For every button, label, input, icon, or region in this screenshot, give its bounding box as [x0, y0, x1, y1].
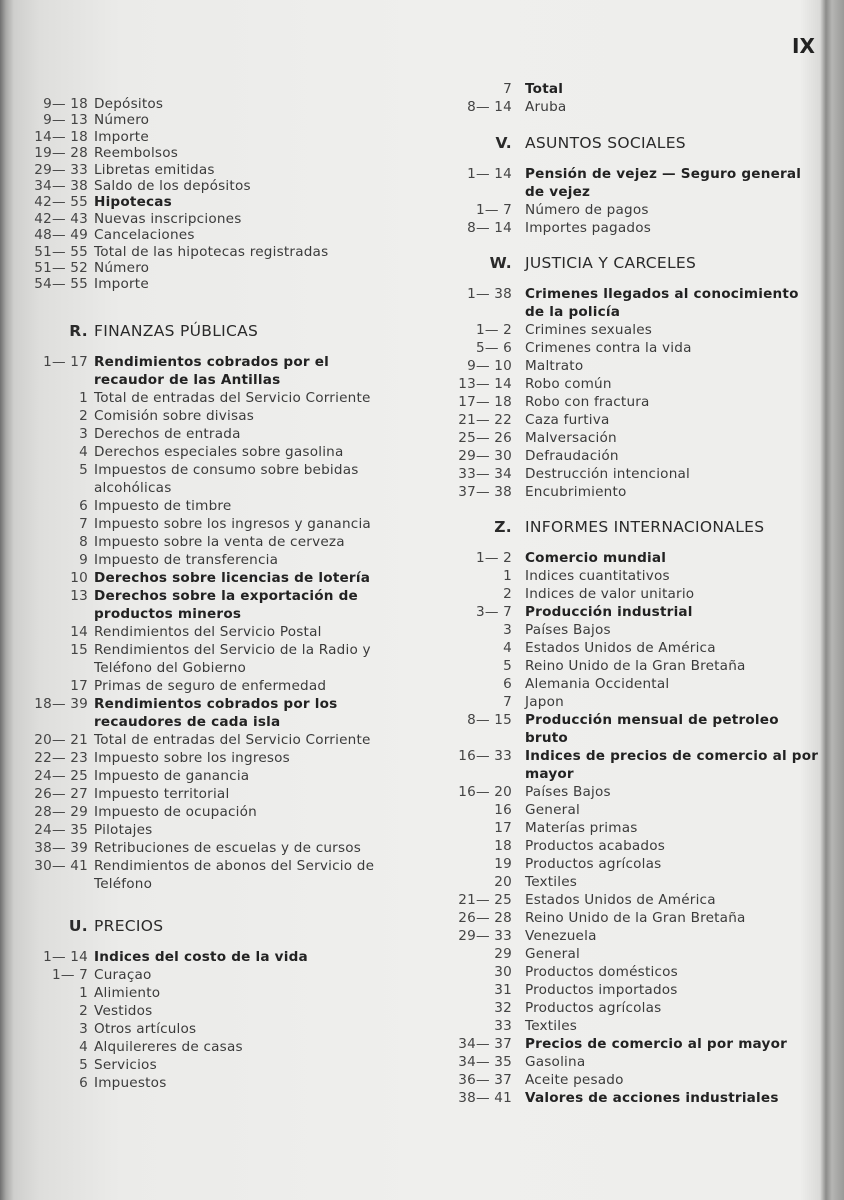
list-item: [440, 693, 821, 711]
section-z: [440, 517, 821, 1107]
list-item: [28, 948, 386, 966]
item-title: Impuesto de ganancia: [94, 768, 250, 784]
item-number: 4: [79, 444, 88, 460]
list-item: [440, 1053, 821, 1071]
section-heading: [28, 321, 386, 341]
item-number: 1— 2: [475, 322, 512, 338]
section-w: [440, 253, 821, 501]
list-item: [440, 585, 821, 603]
section-heading: [28, 916, 386, 936]
list-item: [440, 981, 821, 999]
item-title: Número: [94, 260, 150, 277]
item-number: 51— 52: [34, 260, 88, 277]
item-number: 29: [494, 946, 512, 962]
item-number: 32: [494, 1000, 512, 1016]
item-number: 7: [503, 81, 512, 97]
item-number: 21— 25: [458, 892, 512, 908]
section-title: PRECIOS: [94, 917, 164, 935]
section-title: ASUNTOS SOCIALES: [525, 134, 686, 152]
section-letter: Z.: [494, 518, 512, 536]
item-title: Alemania Occidental: [525, 676, 670, 692]
list-item: [28, 785, 386, 803]
list-item: [28, 353, 386, 389]
item-number: 8: [79, 534, 88, 550]
item-number: 3: [79, 426, 88, 442]
item-number: 9— 13: [43, 112, 88, 129]
item-number: 34— 38: [34, 178, 88, 195]
item-title: Rendimientos del Servicio de la Radio y Teléfono del Gobierno: [94, 642, 371, 676]
item-title: Impuesto de ocupación: [94, 804, 257, 820]
item-number: 7: [503, 694, 512, 710]
item-title: Impuesto de timbre: [94, 498, 232, 514]
item-title: Estados Unidos de América: [525, 640, 716, 656]
item-title: Aceite pesado: [525, 1072, 624, 1088]
item-title: Alimiento: [94, 985, 161, 1001]
item-number: 20: [494, 874, 512, 890]
item-number: 1— 38: [467, 286, 512, 302]
item-title: Indices cuantitativos: [525, 568, 670, 584]
item-title: Número: [94, 112, 150, 129]
list-item: [440, 783, 821, 801]
section-letter: R.: [69, 322, 88, 340]
list-item: [28, 162, 386, 178]
item-number: 34— 37: [458, 1036, 512, 1052]
item-title: Comercio mundial: [525, 550, 667, 566]
list-item: [28, 695, 386, 731]
item-title: Derechos sobre licencias de lotería: [94, 570, 371, 586]
list-item: [440, 819, 821, 837]
list-item: [28, 839, 386, 857]
section-heading: [440, 253, 821, 273]
section-entries: [28, 948, 386, 1092]
list-item: [440, 837, 821, 855]
list-item: [440, 909, 821, 927]
list-item: [440, 603, 821, 621]
list-item: [28, 984, 386, 1002]
list-item: [28, 677, 386, 695]
item-title: Impuestos: [94, 1075, 167, 1091]
item-title: Curaçao: [94, 967, 152, 983]
list-item: [440, 339, 821, 357]
item-number: 33: [494, 1018, 512, 1034]
item-number: 25— 26: [458, 430, 512, 446]
list-item: [440, 285, 821, 321]
section-letter: W.: [489, 254, 512, 272]
list-item: [440, 963, 821, 981]
section-title: INFORMES INTERNACIONALES: [525, 518, 765, 536]
list-item: [28, 461, 386, 497]
list-item: [28, 276, 386, 292]
item-title: Rendimientos cobrados por los recaudores de cada isla: [94, 696, 338, 730]
item-number: 1— 14: [43, 949, 88, 965]
right-top-list: [440, 80, 821, 116]
list-item: [440, 1089, 821, 1107]
section-entries: [28, 353, 386, 893]
item-number: 19: [494, 856, 512, 872]
list-item: [440, 1035, 821, 1053]
list-item: [440, 945, 821, 963]
item-title: Materías primas: [525, 820, 638, 836]
item-title: Pilotajes: [94, 822, 153, 838]
list-item: [440, 657, 821, 675]
item-number: 6: [79, 498, 88, 514]
section-letter: V.: [495, 134, 512, 152]
item-number: 26— 27: [34, 786, 88, 802]
item-number: 5: [503, 658, 512, 674]
list-item: [28, 515, 386, 533]
item-number: 48— 49: [34, 227, 88, 244]
item-title: Destrucción intencional: [525, 466, 691, 482]
list-item: [28, 260, 386, 276]
section-entries: [440, 165, 821, 237]
item-title: Saldo de los depósitos: [94, 178, 251, 195]
list-item: [28, 623, 386, 641]
item-number: 5: [79, 1057, 88, 1073]
item-number: 17: [494, 820, 512, 836]
item-title: Servicios: [94, 1057, 157, 1073]
item-number: 3— 7: [475, 604, 512, 620]
item-title: Producción industrial: [525, 604, 693, 620]
item-number: 38— 39: [34, 840, 88, 856]
item-title: Productos acabados: [525, 838, 666, 854]
list-item: [440, 375, 821, 393]
item-number: 15: [70, 642, 88, 658]
section-u: [28, 916, 386, 1092]
item-title: Derechos sobre la exportación de productos mineros: [94, 588, 358, 622]
list-item: [28, 244, 386, 260]
item-number: 9— 18: [43, 96, 88, 112]
item-title: Productos importados: [525, 982, 678, 998]
list-item: [28, 112, 386, 128]
item-title: Gasolina: [525, 1054, 586, 1070]
item-title: Reino Unido de la Gran Bretaña: [525, 658, 746, 674]
list-item: [28, 857, 386, 893]
item-title: Impuesto sobre los ingresos y ganancia: [94, 516, 371, 532]
list-item: [440, 98, 821, 116]
item-title: Importe: [94, 276, 149, 293]
list-item: [440, 711, 821, 747]
list-item: [28, 145, 386, 161]
item-number: 8— 14: [467, 220, 512, 236]
list-item: [440, 1071, 821, 1089]
list-item: [28, 129, 386, 145]
list-item: [28, 569, 386, 587]
item-number: 17— 18: [458, 394, 512, 410]
item-title: Países Bajos: [525, 784, 611, 800]
section-r: [28, 321, 386, 893]
list-item: [440, 999, 821, 1017]
list-item: [28, 227, 386, 243]
item-title: Impuesto territorial: [94, 786, 230, 802]
item-number: 19— 28: [34, 145, 88, 162]
item-number: 4: [503, 640, 512, 656]
item-number: 34— 35: [458, 1054, 512, 1070]
item-number: 16— 20: [458, 784, 512, 800]
item-title: Caza furtiva: [525, 412, 610, 428]
list-item: [28, 178, 386, 194]
item-number: 1: [79, 390, 88, 406]
item-title: Textiles: [525, 874, 578, 890]
item-title: Vestidos: [94, 1003, 153, 1019]
list-item: [28, 1002, 386, 1020]
list-item: [440, 639, 821, 657]
list-item: [440, 465, 821, 483]
item-number: 42— 55: [34, 194, 88, 211]
item-title: General: [525, 802, 580, 818]
item-number: 14— 18: [34, 128, 88, 145]
item-number: 14: [70, 624, 88, 640]
list-item: [440, 165, 821, 201]
item-title: Pensión de vejez — Seguro general de vejez: [525, 166, 802, 200]
list-item: [28, 803, 386, 821]
item-title: Textiles: [525, 1018, 578, 1034]
list-item: [440, 549, 821, 567]
page-number: IX: [792, 34, 815, 58]
list-item: [28, 641, 386, 677]
item-number: 29— 33: [458, 928, 512, 944]
list-item: [28, 96, 386, 112]
item-number: 20— 21: [34, 732, 88, 748]
list-item: [28, 389, 386, 407]
item-title: Total de las hipotecas registradas: [94, 243, 329, 260]
item-title: Maltrato: [525, 358, 584, 374]
item-number: 24— 35: [34, 822, 88, 838]
item-number: 10: [70, 570, 88, 586]
item-number: 30: [494, 964, 512, 980]
item-title: Nuevas inscripciones: [94, 210, 242, 227]
item-number: 16— 33: [458, 748, 512, 764]
item-title: General: [525, 946, 580, 962]
item-number: 28— 29: [34, 804, 88, 820]
item-title: Alquilereres de casas: [94, 1039, 243, 1055]
list-item: [28, 731, 386, 749]
item-number: 1— 7: [51, 967, 88, 983]
item-title: Rendimientos cobrados por el recaudor de las Antillas: [94, 354, 330, 388]
list-item: [28, 767, 386, 785]
item-number: 26— 28: [458, 910, 512, 926]
item-number: 17: [70, 678, 88, 694]
section-title: FINANZAS PÚBLICAS: [94, 322, 259, 340]
item-number: 24— 25: [34, 768, 88, 784]
item-title: Productos domésticos: [525, 964, 678, 980]
list-item: [440, 801, 821, 819]
list-item: [440, 855, 821, 873]
section-v: [440, 133, 821, 237]
list-item: [440, 393, 821, 411]
item-title: Derechos de entrada: [94, 426, 241, 442]
item-title: Impuesto de transferencia: [94, 552, 279, 568]
item-number: 9— 10: [467, 358, 512, 374]
item-title: Reino Unido de la Gran Bretaña: [525, 910, 746, 926]
list-item: [28, 211, 386, 227]
item-number: 1— 14: [467, 166, 512, 182]
item-title: Japon: [525, 694, 564, 710]
item-title: Indices de valor unitario: [525, 586, 695, 602]
item-number: 21— 22: [458, 412, 512, 428]
list-item: [440, 429, 821, 447]
list-item: [28, 821, 386, 839]
item-number: 13: [70, 588, 88, 604]
item-number: 1: [79, 985, 88, 1001]
item-title: Malversación: [525, 430, 617, 446]
item-number: 18: [494, 838, 512, 854]
item-title: Derechos especiales sobre gasolina: [94, 444, 344, 460]
item-title: Libretas emitidas: [94, 161, 215, 178]
section-entries: [440, 549, 821, 1107]
list-item: [440, 621, 821, 639]
item-title: Reembolsos: [94, 145, 179, 162]
list-item: [28, 407, 386, 425]
item-number: 36— 37: [458, 1072, 512, 1088]
item-title: Crimenes llegados al conocimiento de la policía: [525, 286, 799, 320]
item-title: Indices del costo de la vida: [94, 949, 308, 965]
list-item: [440, 357, 821, 375]
item-title: Defraudación: [525, 448, 619, 464]
list-item: [28, 551, 386, 569]
item-number: 42— 43: [34, 210, 88, 227]
list-item: [440, 80, 821, 98]
list-item: [28, 497, 386, 515]
item-title: Total: [525, 81, 564, 97]
list-item: [28, 749, 386, 767]
item-number: 8— 15: [467, 712, 512, 728]
item-number: 5— 6: [475, 340, 512, 356]
item-number: 9: [79, 552, 88, 568]
item-number: 3: [79, 1021, 88, 1037]
section-title: JUSTICIA Y CARCELES: [525, 254, 697, 272]
item-title: Rendimientos de abonos del Servicio de Teléfono: [94, 858, 375, 892]
item-number: 54— 55: [34, 276, 88, 293]
list-item: [440, 219, 821, 237]
item-title: Indices de precios de comercio al por mayor: [525, 748, 819, 782]
list-item: [440, 483, 821, 501]
list-item: [440, 567, 821, 585]
list-item: [440, 447, 821, 465]
item-number: 18— 39: [34, 696, 88, 712]
item-title: Total de entradas del Servicio Corriente: [94, 390, 371, 406]
item-title: Crimines sexuales: [525, 322, 653, 338]
item-title: Precios de comercio al por mayor: [525, 1036, 788, 1052]
item-title: Productos agrícolas: [525, 856, 662, 872]
item-number: 3: [503, 622, 512, 638]
list-item: [440, 675, 821, 693]
item-number: 1— 17: [43, 354, 88, 370]
item-title: Depósitos: [94, 96, 164, 112]
item-title: Encubrimiento: [525, 484, 627, 500]
item-number: 1: [503, 568, 512, 584]
item-title: Número de pagos: [525, 202, 649, 218]
item-title: Importe: [94, 128, 149, 145]
item-title: Producción mensual de petroleo bruto: [525, 712, 779, 746]
list-item: [440, 873, 821, 891]
list-item: [440, 201, 821, 219]
item-title: Otros artículos: [94, 1021, 197, 1037]
item-number: 6: [503, 676, 512, 692]
item-number: 4: [79, 1039, 88, 1055]
item-number: 8— 14: [467, 99, 512, 115]
item-number: 1— 2: [475, 550, 512, 566]
item-title: Hipotecas: [94, 194, 172, 211]
list-item: [28, 1074, 386, 1092]
left-top-list: [28, 96, 386, 293]
item-title: Robo con fractura: [525, 394, 650, 410]
item-number: 2: [503, 586, 512, 602]
item-number: 1— 7: [475, 202, 512, 218]
list-item: [28, 443, 386, 461]
item-title: Impuestos de consumo sobre bebidas alcohólicas: [94, 462, 359, 496]
item-title: Retribuciones de escuelas y de cursos: [94, 840, 362, 856]
item-number: 13— 14: [458, 376, 512, 392]
item-number: 22— 23: [34, 750, 88, 766]
list-item: [440, 927, 821, 945]
item-number: 29— 30: [458, 448, 512, 464]
list-item: [28, 1020, 386, 1038]
item-number: 2: [79, 1003, 88, 1019]
list-item: [28, 425, 386, 443]
item-number: 5: [79, 462, 88, 478]
list-item: [440, 321, 821, 339]
list-item: [440, 891, 821, 909]
section-heading: [440, 517, 821, 537]
item-title: Países Bajos: [525, 622, 611, 638]
item-title: Estados Unidos de América: [525, 892, 716, 908]
section-entries: [440, 285, 821, 501]
item-title: Importes pagados: [525, 220, 652, 236]
item-title: Venezuela: [525, 928, 597, 944]
item-title: Crimenes contra la vida: [525, 340, 692, 356]
list-item: [440, 1017, 821, 1035]
item-title: Robo común: [525, 376, 612, 392]
item-number: 29— 33: [34, 161, 88, 178]
item-title: Total de entradas del Servicio Corriente: [94, 732, 371, 748]
item-number: 7: [79, 516, 88, 532]
item-title: Primas de seguro de enfermedad: [94, 678, 327, 694]
item-title: Impuesto sobre los ingresos: [94, 750, 290, 766]
item-number: 6: [79, 1075, 88, 1091]
list-item: [28, 533, 386, 551]
item-number: 51— 55: [34, 243, 88, 260]
item-title: Rendimientos del Servicio Postal: [94, 624, 322, 640]
item-title: Aruba: [525, 99, 567, 115]
section-letter: U.: [68, 917, 88, 935]
item-title: Impuesto sobre la venta de cerveza: [94, 534, 345, 550]
item-title: Cancelaciones: [94, 227, 195, 244]
item-number: 31: [494, 982, 512, 998]
item-title: Valores de acciones industriales: [525, 1090, 779, 1106]
item-number: 38— 41: [458, 1090, 512, 1106]
item-number: 16: [494, 802, 512, 818]
item-number: 30— 41: [34, 858, 88, 874]
list-item: [28, 587, 386, 623]
list-item: [28, 1038, 386, 1056]
item-title: Comisión sobre divisas: [94, 408, 255, 424]
list-item: [28, 1056, 386, 1074]
item-number: 33— 34: [458, 466, 512, 482]
list-item: [440, 747, 821, 783]
list-item: [440, 411, 821, 429]
item-number: 2: [79, 408, 88, 424]
list-item: [28, 966, 386, 984]
item-title: Productos agrícolas: [525, 1000, 662, 1016]
item-number: 37— 38: [458, 484, 512, 500]
section-heading: [440, 133, 821, 153]
list-item: [28, 194, 386, 210]
